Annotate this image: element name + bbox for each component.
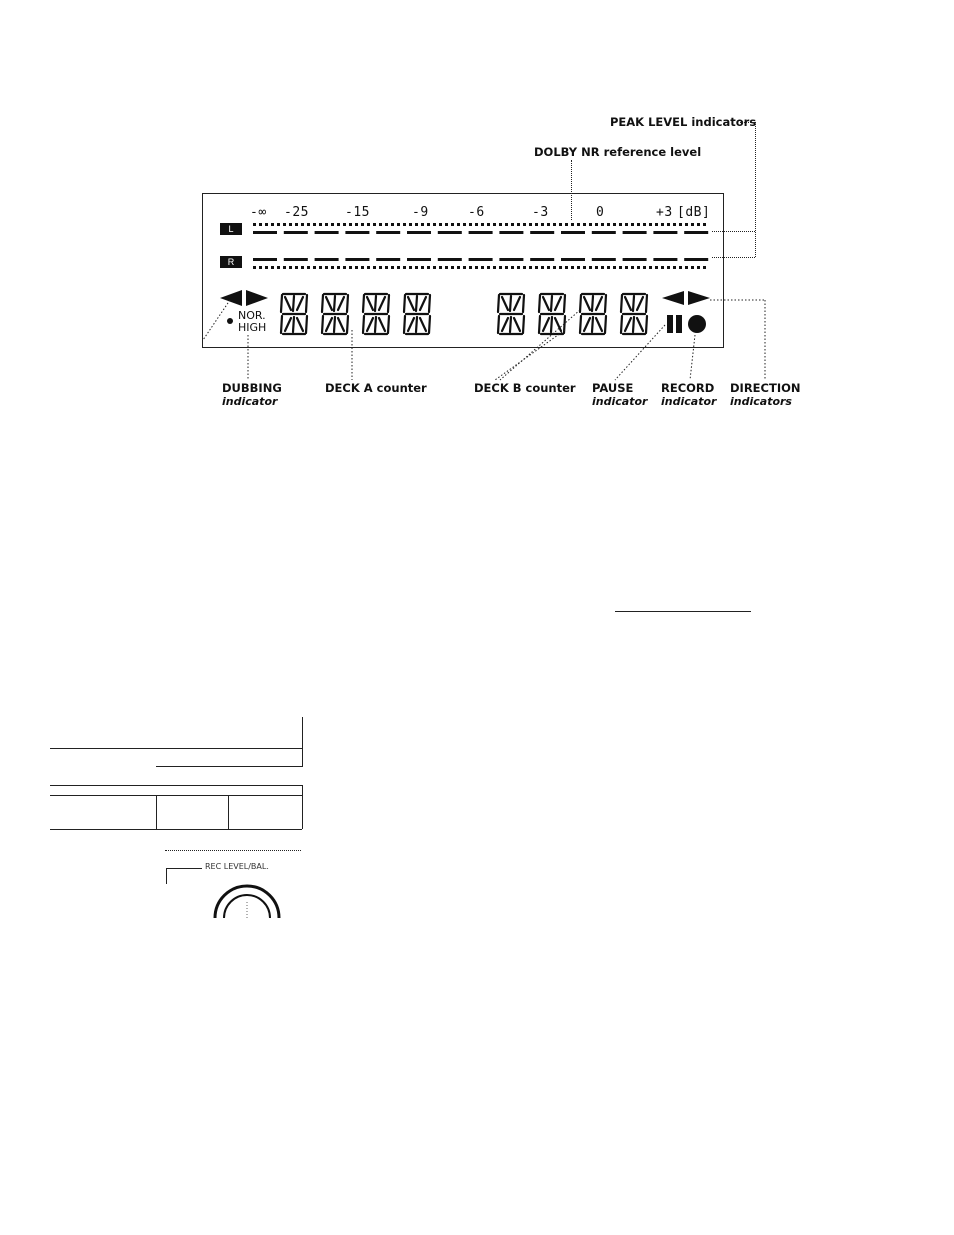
peak-dot-l (469, 223, 472, 226)
peak-dot-l (487, 223, 490, 226)
peak-dot-l (523, 223, 526, 226)
peak-dot-r (631, 266, 634, 269)
peak-dot-r (397, 266, 400, 269)
peak-dot-l (517, 223, 520, 226)
peak-level-leader-top (740, 122, 755, 123)
peak-dot-r (529, 266, 532, 269)
table-rule-4 (50, 795, 302, 796)
peak-dot-l (361, 223, 364, 226)
peak-dot-l (403, 223, 406, 226)
peak-dot-r (613, 266, 616, 269)
meter-segment-r-2 (315, 258, 339, 261)
dubbing-callout (222, 381, 282, 409)
meter-segment-r-12 (623, 258, 647, 261)
peak-dot-l (337, 223, 340, 226)
meter-segment-r-10 (561, 258, 585, 261)
level-meter (245, 215, 715, 275)
peak-dot-l (355, 223, 358, 226)
peak-dot-l (613, 223, 616, 226)
meter-segment-l-14 (684, 231, 708, 234)
peak-dot-l (637, 223, 640, 226)
peak-dot-l (559, 223, 562, 226)
peak-dot-l (439, 223, 442, 226)
peak-dot-l (385, 223, 388, 226)
peak-dot-l (451, 223, 454, 226)
peak-level-leader-vertical (755, 122, 756, 257)
meter-segment-l-6 (438, 231, 462, 234)
peak-dot-l (379, 223, 382, 226)
deck-a-callout: DECK A counter (325, 381, 427, 395)
pause-callout (592, 381, 647, 409)
peak-dot-l (283, 223, 286, 226)
rec-level-bal-label: REC LEVEL/BAL. (205, 862, 269, 871)
dub-speed-normal: NOR. (238, 309, 266, 322)
table-rule-1 (50, 748, 302, 749)
peak-dot-l (601, 223, 604, 226)
peak-dot-l (685, 223, 688, 226)
direction-callout-sub: indicators (730, 395, 792, 408)
peak-dot-l (259, 223, 262, 226)
table-rule-5 (50, 829, 302, 830)
peak-dot-r (331, 266, 334, 269)
scale-label-4: -6 (468, 205, 485, 220)
peak-dot-l (667, 223, 670, 226)
peak-dot-r (517, 266, 520, 269)
peak-dot-r (667, 266, 670, 269)
peak-dot-l (619, 223, 622, 226)
peak-dot-l (367, 223, 370, 226)
peak-dot-l (547, 223, 550, 226)
peak-dot-r (589, 266, 592, 269)
peak-dot-r (391, 266, 394, 269)
peak-dot-r (307, 266, 310, 269)
meter-segment-r-4 (376, 258, 400, 261)
peak-dot-l (703, 223, 706, 226)
peak-dot-r (649, 266, 652, 269)
meter-segment-l-11 (592, 231, 616, 234)
peak-dot-r (625, 266, 628, 269)
peak-dot-r (577, 266, 580, 269)
peak-dot-r (523, 266, 526, 269)
peak-dot-l (397, 223, 400, 226)
peak-dot-l (475, 223, 478, 226)
peak-dot-r (583, 266, 586, 269)
peak-dot-r (703, 266, 706, 269)
peak-dot-l (409, 223, 412, 226)
peak-dot-l (253, 223, 256, 226)
meter-segment-l-13 (653, 231, 677, 234)
peak-level-callout: PEAK LEVEL indicators (610, 115, 757, 129)
scale-label-0: -∞ (250, 205, 267, 220)
dolby-nr-callout: DOLBY NR reference level (534, 145, 702, 159)
meter-segment-r-5 (407, 258, 431, 261)
peak-dot-l (643, 223, 646, 226)
meter-segment-r-0 (253, 258, 277, 261)
meter-segment-l-9 (530, 231, 554, 234)
peak-dot-r (553, 266, 556, 269)
peak-dot-r (673, 266, 676, 269)
peak-dot-l (661, 223, 664, 226)
scale-unit: [dB] (677, 205, 711, 220)
peak-dot-r (571, 266, 574, 269)
peak-dot-r (559, 266, 562, 269)
peak-dot-r (505, 266, 508, 269)
peak-dot-l (307, 223, 310, 226)
peak-dot-l (391, 223, 394, 226)
peak-dot-l (331, 223, 334, 226)
peak-dot-l (301, 223, 304, 226)
peak-dot-l (265, 223, 268, 226)
peak-dot-r (565, 266, 568, 269)
peak-dot-l (697, 223, 700, 226)
peak-dot-r (463, 266, 466, 269)
peak-dot-l (325, 223, 328, 226)
meter-segment-l-3 (345, 231, 369, 234)
knob-bracket-horizontal (166, 868, 202, 869)
peak-dot-r (487, 266, 490, 269)
meter-segment-r-13 (653, 258, 677, 261)
peak-dot-r (349, 266, 352, 269)
peak-dot-r (325, 266, 328, 269)
pause-callout-title: PAUSE (592, 381, 634, 395)
meter-segment-l-2 (315, 231, 339, 234)
peak-dot-r (499, 266, 502, 269)
peak-dot-l (541, 223, 544, 226)
peak-dot-r (493, 266, 496, 269)
peak-dot-r (265, 266, 268, 269)
peak-dot-l (295, 223, 298, 226)
peak-dot-r (541, 266, 544, 269)
peak-dot-r (403, 266, 406, 269)
callout-leaders (195, 280, 775, 385)
peak-dot-r (607, 266, 610, 269)
peak-dot-r (481, 266, 484, 269)
peak-dot-r (295, 266, 298, 269)
meter-segment-l-8 (499, 231, 523, 234)
peak-dot-l (463, 223, 466, 226)
peak-dot-l (343, 223, 346, 226)
peak-dot-r (547, 266, 550, 269)
dub-speed-high: HIGH (238, 321, 267, 334)
peak-dot-l (313, 223, 316, 226)
peak-dot-l (655, 223, 658, 226)
peak-dot-r (361, 266, 364, 269)
meter-segment-l-5 (407, 231, 431, 234)
peak-dot-l (553, 223, 556, 226)
peak-dot-l (589, 223, 592, 226)
meter-segment-r-9 (530, 258, 554, 261)
scale-label-6: 0 (596, 205, 605, 220)
peak-dot-l (499, 223, 502, 226)
meter-segment-l-4 (376, 231, 400, 234)
peak-dot-l (625, 223, 628, 226)
peak-dot-r (319, 266, 322, 269)
peak-dot-r (685, 266, 688, 269)
meter-segment-r-14 (684, 258, 708, 261)
peak-dot-r (433, 266, 436, 269)
peak-dot-r (661, 266, 664, 269)
dubbing-callout-sub: indicator (222, 395, 278, 408)
peak-dot-r (655, 266, 658, 269)
peak-dot-l (679, 223, 682, 226)
peak-dot-r (511, 266, 514, 269)
channel-right-badge: R (220, 256, 242, 268)
meter-segment-r-11 (592, 258, 616, 261)
peak-dot-r (343, 266, 346, 269)
table-col-rule-1 (156, 795, 157, 829)
peak-dot-r (337, 266, 340, 269)
peak-dot-l (673, 223, 676, 226)
record-callout-title: RECORD (661, 381, 715, 395)
rec-level-knob-icon (210, 872, 285, 918)
peak-dot-r (289, 266, 292, 269)
table-col-rule-3 (302, 785, 303, 829)
table-col-rule-2 (228, 795, 229, 829)
peak-dot-l (505, 223, 508, 226)
direction-callout-title: DIRECTION (730, 381, 801, 395)
meter-segment-r-6 (438, 258, 462, 261)
channel-left-badge: L (220, 223, 242, 235)
peak-dot-l (433, 223, 436, 226)
peak-dot-r (691, 266, 694, 269)
meter-segment-l-12 (623, 231, 647, 234)
peak-dot-l (349, 223, 352, 226)
peak-dot-l (691, 223, 694, 226)
meter-segment-r-3 (345, 258, 369, 261)
peak-dot-l (427, 223, 430, 226)
deck-b-callout: DECK B counter (474, 381, 576, 395)
peak-dot-l (493, 223, 496, 226)
peak-dot-r (259, 266, 262, 269)
peak-dot-l (631, 223, 634, 226)
peak-dot-l (457, 223, 460, 226)
meter-segment-r-1 (284, 258, 308, 261)
peak-dot-r (271, 266, 274, 269)
scale-label-2: -15 (345, 205, 370, 220)
peak-dot-r (643, 266, 646, 269)
direction-callout (730, 381, 801, 409)
peak-dot-r (253, 266, 256, 269)
underline-rule (615, 611, 751, 612)
peak-dot-l (649, 223, 652, 226)
peak-dot-r (469, 266, 472, 269)
peak-dot-l (529, 223, 532, 226)
peak-dot-r (409, 266, 412, 269)
peak-dot-r (367, 266, 370, 269)
meter-segment-l-0 (253, 231, 277, 234)
dubbing-callout-title: DUBBING (222, 381, 282, 395)
peak-dot-r (277, 266, 280, 269)
record-callout-sub: indicator (661, 395, 717, 408)
peak-dot-r (313, 266, 316, 269)
peak-dot-r (595, 266, 598, 269)
peak-dot-l (445, 223, 448, 226)
peak-dot-r (421, 266, 424, 269)
scale-label-7: +3 (656, 205, 673, 220)
peak-dot-l (421, 223, 424, 226)
peak-dot-r (679, 266, 682, 269)
peak-dot-l (373, 223, 376, 226)
peak-dot-r (373, 266, 376, 269)
peak-dot-l (577, 223, 580, 226)
peak-dot-l (415, 223, 418, 226)
peak-dot-r (619, 266, 622, 269)
peak-dot-l (607, 223, 610, 226)
peak-dot-r (445, 266, 448, 269)
peak-dot-l (565, 223, 568, 226)
table-rule-2 (156, 766, 302, 767)
scale-label-5: -3 (532, 205, 549, 220)
peak-dot-l (511, 223, 514, 226)
peak-dot-r (427, 266, 430, 269)
peak-dot-r (475, 266, 478, 269)
scale-label-1: -25 (284, 205, 309, 220)
peak-dot-l (481, 223, 484, 226)
peak-dot-r (601, 266, 604, 269)
record-callout (661, 381, 716, 409)
table-vertical-rule-top (302, 717, 303, 767)
meter-segment-r-8 (499, 258, 523, 261)
peak-dot-r (439, 266, 442, 269)
peak-dot-r (283, 266, 286, 269)
peak-dot-r (355, 266, 358, 269)
meter-segment-r-7 (469, 258, 493, 261)
peak-dot-l (289, 223, 292, 226)
peak-dot-r (535, 266, 538, 269)
scale-label-3: -9 (412, 205, 429, 220)
knob-panel-top (165, 850, 301, 851)
pause-callout-sub: indicator (592, 395, 648, 408)
peak-dot-l (271, 223, 274, 226)
table-rule-3 (50, 785, 302, 786)
peak-dot-l (583, 223, 586, 226)
peak-dot-r (457, 266, 460, 269)
meter-segment-l-1 (284, 231, 308, 234)
peak-dot-r (379, 266, 382, 269)
peak-dot-r (301, 266, 304, 269)
peak-dot-r (637, 266, 640, 269)
meter-segment-l-7 (469, 231, 493, 234)
peak-dot-l (319, 223, 322, 226)
peak-dot-l (535, 223, 538, 226)
peak-dot-r (415, 266, 418, 269)
peak-dot-r (385, 266, 388, 269)
peak-dot-l (277, 223, 280, 226)
knob-bracket-vertical (166, 868, 167, 884)
peak-dot-l (595, 223, 598, 226)
peak-dot-r (451, 266, 454, 269)
peak-dot-r (697, 266, 700, 269)
peak-dot-l (571, 223, 574, 226)
meter-segment-l-10 (561, 231, 585, 234)
